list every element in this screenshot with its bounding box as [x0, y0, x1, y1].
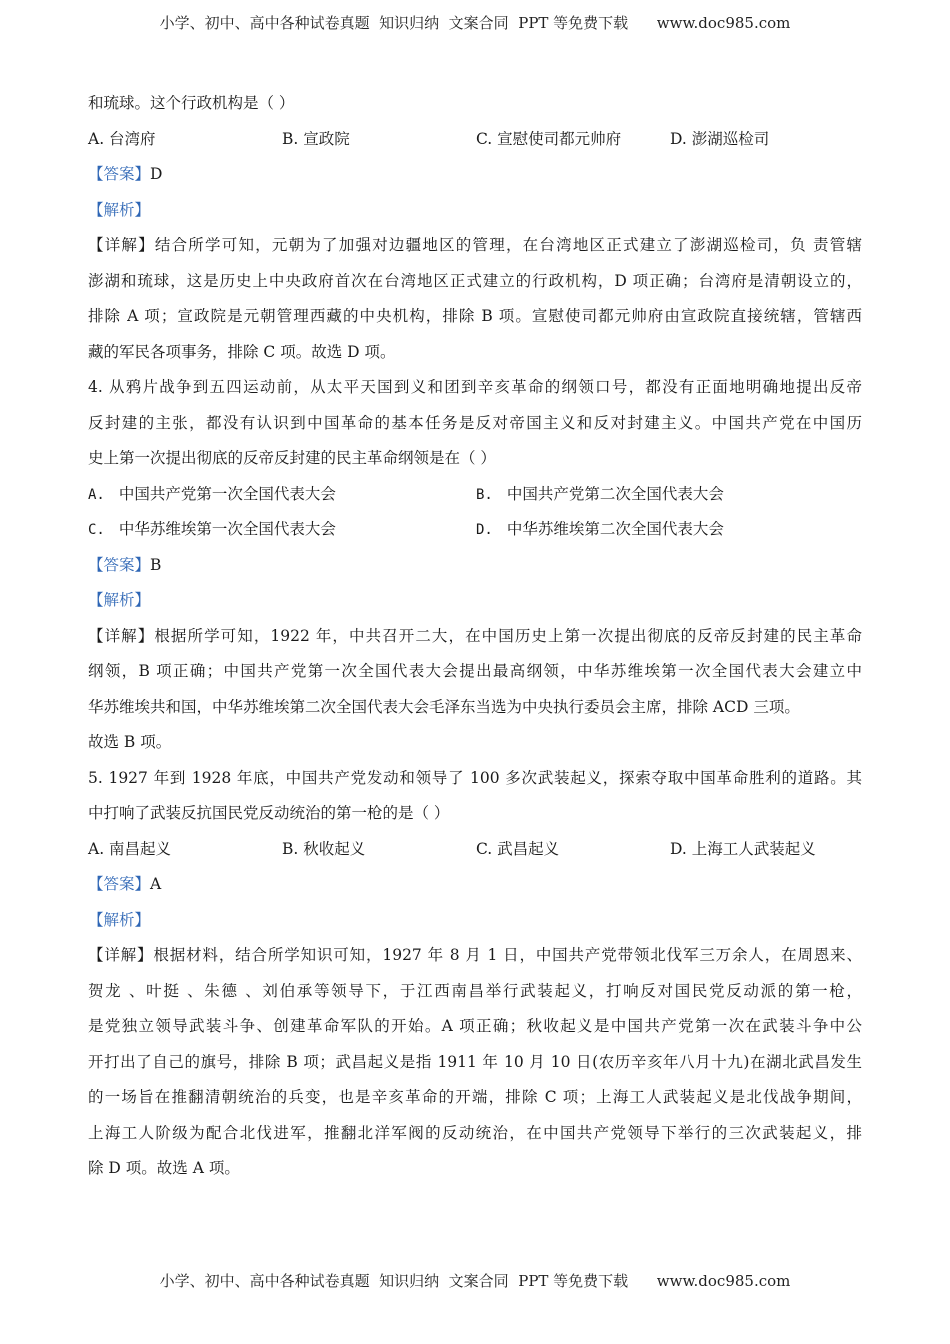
q3-options — [88, 122, 862, 158]
document-body — [88, 86, 862, 1187]
q3-option-b: B. 宣政院 — [282, 129, 350, 148]
analysis-tag: 【解析】 — [88, 910, 151, 929]
q5-option-b: B. 秋收起义 — [282, 839, 366, 858]
q3-detail-line: 藏的军民各项事务，排除 C 项。故选 D 项。 — [88, 342, 396, 361]
q5-stem-line: 中打响了武装反抗国民党反动统治的第一枪的是（ ） — [88, 804, 450, 822]
q3-detail-text: 结合所学可知，元朝为了加强对边疆地区的管理，在台湾地区正式建立了澎湖巡检司，负 责管辖 — [154, 236, 862, 254]
q5-option-d: D. 上海工人武装起义 — [670, 839, 816, 858]
option-text: 中华苏维埃第一次全国代表大会 — [118, 520, 336, 538]
q4-answer-value: B — [150, 555, 162, 574]
q4-option-a — [88, 477, 336, 514]
q5-detail-line: 上海工人阶级为配合北伐进军，推翻北洋军阀的反动统治，在中国共产党领导下举行的三次武装起义，排 — [88, 1123, 862, 1142]
q4-answer — [88, 548, 862, 584]
q4-stem-line: 反封建的主张，都没有认识到中国革命的基本任务是反对帝国主义和反对封建主义。中国共产党在中国历 — [88, 413, 862, 432]
q3-answer-value: D — [150, 165, 163, 183]
option-letter: B. — [476, 486, 493, 503]
answer-tag: 【答案】 — [88, 165, 151, 183]
q4-detail-text: 根据所学可知，1922 年，中共召开二大，在中国历史上第一次提出彻底的反帝反封建的民主革命 — [154, 626, 862, 645]
q5-option-a: A. 南昌起义 — [88, 839, 172, 858]
detail-tag: 【详解】 — [88, 236, 155, 254]
q5-detail-line: 是党独立领导武装斗争、创建革命军队的开始。A 项正确；秋收起义是中国共产党第一次在武装斗争中公 — [88, 1017, 862, 1035]
q3-stem-tail: 和琉球。这个行政机构是（ ） — [88, 94, 295, 112]
q4-stem-line: 史上第一次提出彻底的反帝反封建的民主革命纲领是在（ ） — [88, 449, 496, 467]
q5-detail-line: 的一场旨在推翻清朝统治的兵变，也是辛亥革命的开端，排除 C 项；上海工人武装起义是北伐战争期间， — [88, 1088, 862, 1106]
option-letter: C. — [88, 522, 105, 538]
option-letter: D. — [476, 522, 493, 538]
q3-detail-line: 澎湖和琉球，这是历史上中央政府首次在台湾地区正式建立的行政机构，D 项正确；台湾府是清朝设立的， — [88, 271, 862, 290]
analysis-tag: 【解析】 — [88, 200, 151, 219]
page-footer: 小学、初中、高中各种试卷真题 知识归纳 文案合同 PPT 等免费下载 www.doc985.com — [159, 1272, 791, 1290]
option-text: 中国共产党第二次全国代表大会 — [506, 484, 724, 503]
q5-detail-line: 除 D 项。故选 A 项。 — [88, 1159, 240, 1177]
q5-answer — [88, 867, 862, 903]
q4-option-c — [88, 512, 336, 549]
answer-tag: 【答案】 — [88, 555, 151, 574]
q4-detail-line: 故选 B 项。 — [88, 733, 172, 751]
q4-options-row-2 — [88, 512, 862, 548]
q4-option-d — [476, 512, 724, 549]
q5-detail-line: 开打出了自己的旗号，排除 B 项；武昌起义是指 1911 年 10 月 10 日(农历辛亥年八月十九)在湖北武昌发生 — [88, 1052, 862, 1071]
detail-tag: 【详解】 — [88, 946, 154, 964]
q3-option-c: C. 宣慰使司都元帅府 — [476, 129, 622, 148]
q5-detail-text: 根据材料，结合所学知识可知，1927 年 8 月 1 日，中国共产党带领北伐军三万余人，在周恩来、 — [153, 946, 862, 964]
analysis-tag: 【解析】 — [88, 591, 151, 609]
detail-tag: 【详解】 — [88, 626, 155, 645]
q3-detail-line: 排除 A 项；宣政院是元朝管理西藏的中央机构，排除 B 项。宣慰使司都元帅府由宣政院直接统辖，管辖西 — [88, 307, 862, 325]
q5-options — [88, 832, 862, 868]
option-letter: A. — [88, 486, 105, 503]
q4-detail-line: 纲领，B 项正确；中国共产党第一次全国代表大会提出最高纲领，中华苏维埃第一次全国代表大会建立中 — [88, 662, 862, 680]
q4-detail-line — [88, 619, 862, 655]
answer-tag: 【答案】 — [88, 875, 151, 893]
q5-option-c: C. 武昌起义 — [476, 839, 560, 858]
q4-option-b — [476, 477, 724, 514]
option-text: 中国共产党第一次全国代表大会 — [118, 484, 336, 503]
q5-analysis — [88, 903, 862, 939]
q3-answer — [88, 157, 862, 193]
q3-analysis — [88, 193, 862, 229]
q4-stem-line: 4. 从鸦片战争到五四运动前，从太平天国到义和团到辛亥革命的纲领口号，都没有正面地明确地提出反帝 — [88, 378, 862, 396]
q3-detail-line — [88, 228, 862, 264]
q5-detail-line: 贺龙 、叶挺 、朱德 、刘伯承等领导下，于江西南昌举行武装起义，打响反对国民党反动派的第一枪， — [88, 981, 862, 1000]
q3-option-d: D. 澎湖巡检司 — [670, 129, 770, 148]
q5-stem-line: 5. 1927 年到 1928 年底，中国共产党发动和领导了 100 多次武装起义，探索夺取中国革命胜利的道路。其 — [88, 768, 862, 787]
q4-detail-line: 华苏维埃共和国，中华苏维埃第二次全国代表大会毛泽东当选为中央执行委员会主席，排除 ACD 三项。 — [88, 697, 800, 716]
q3-option-a: A. 台湾府 — [88, 129, 156, 148]
q5-detail-line — [88, 938, 862, 974]
option-text: 中华苏维埃第二次全国代表大会 — [506, 520, 724, 538]
q4-analysis — [88, 583, 862, 619]
page-header: 小学、初中、高中各种试卷真题 知识归纳 文案合同 PPT 等免费下载 www.doc985.com — [159, 14, 791, 32]
q5-answer-value: A — [150, 875, 162, 893]
q4-options-row-1 — [88, 477, 862, 513]
